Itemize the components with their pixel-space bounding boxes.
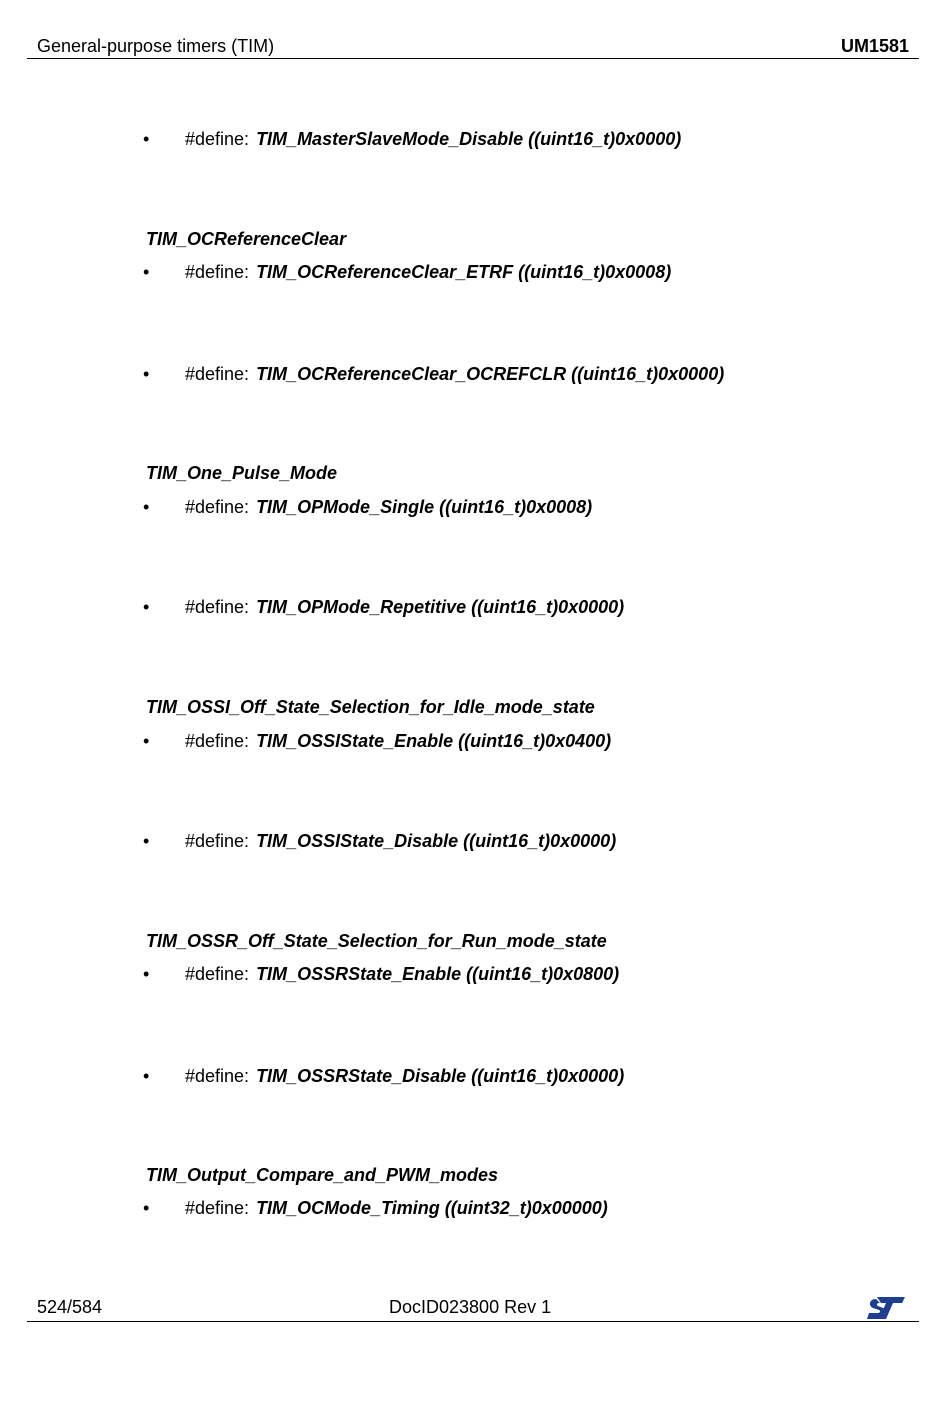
bullet-icon: •	[143, 1066, 150, 1086]
bullet-icon: •	[143, 129, 150, 149]
define-item	[143, 364, 724, 385]
define-value: TIM_OPMode_Repetitive ((uint16_t)0x0000)	[256, 597, 625, 617]
define-item	[143, 831, 616, 852]
define-keyword: #define:	[185, 731, 250, 751]
define-value: TIM_OSSIState_Enable ((uint16_t)0x0400)	[256, 731, 612, 751]
define-keyword: #define:	[185, 831, 250, 851]
bullet-icon: •	[143, 731, 150, 751]
bullet-icon: •	[143, 262, 150, 282]
define-item	[143, 1066, 624, 1087]
define-item	[143, 597, 624, 618]
define-value: TIM_MasterSlaveMode_Disable ((uint16_t)0x0000)	[256, 129, 682, 149]
define-keyword: #define:	[185, 964, 250, 984]
bullet-icon: •	[143, 364, 150, 384]
group-title: TIM_One_Pulse_Mode	[146, 463, 338, 483]
doc-id: DocID023800 Rev 1	[389, 1297, 552, 1317]
define-keyword: #define:	[185, 597, 250, 617]
define-keyword: #define:	[185, 364, 250, 384]
bullet-icon: •	[143, 831, 150, 851]
define-keyword: #define:	[185, 497, 250, 517]
header-section-title: General-purpose timers (TIM)	[37, 36, 275, 56]
define-item	[143, 964, 619, 985]
define-item	[143, 1198, 608, 1219]
define-keyword: #define:	[185, 262, 250, 282]
define-value: TIM_OSSIState_Disable ((uint16_t)0x0000)	[256, 831, 617, 851]
group-title: TIM_OCReferenceClear	[146, 229, 347, 249]
define-value: TIM_OPMode_Single ((uint16_t)0x0008)	[256, 497, 593, 517]
group-title: TIM_OSSI_Off_State_Selection_for_Idle_mode_state	[146, 697, 595, 717]
define-value: TIM_OCReferenceClear_ETRF ((uint16_t)0x0008)	[256, 262, 672, 282]
define-keyword: #define:	[185, 1066, 250, 1086]
define-keyword: #define:	[185, 129, 250, 149]
bullet-icon: •	[143, 964, 150, 984]
define-value: TIM_OSSRState_Enable ((uint16_t)0x0800)	[256, 964, 620, 984]
define-item	[143, 129, 681, 150]
bullet-icon: •	[143, 597, 150, 617]
define-item	[143, 262, 671, 283]
page-header	[27, 34, 919, 59]
define-value: TIM_OCReferenceClear_OCREFCLR ((uint16_t)0x0000)	[256, 364, 725, 384]
st-logo-icon	[867, 1295, 907, 1321]
page-footer	[27, 1297, 919, 1322]
define-value: TIM_OSSRState_Disable ((uint16_t)0x0000)	[256, 1066, 625, 1086]
page-number: 524/584	[37, 1297, 103, 1317]
define-item	[143, 731, 611, 752]
define-item	[143, 497, 592, 518]
bullet-icon: •	[143, 497, 150, 517]
define-value: TIM_OCMode_Timing ((uint32_t)0x00000)	[256, 1198, 608, 1218]
define-keyword: #define:	[185, 1198, 250, 1218]
group-title: TIM_OSSR_Off_State_Selection_for_Run_mode_state	[146, 931, 607, 951]
header-doc-code: UM1581	[840, 36, 909, 56]
group-title: TIM_Output_Compare_and_PWM_modes	[146, 1165, 499, 1185]
bullet-icon: •	[143, 1198, 150, 1218]
